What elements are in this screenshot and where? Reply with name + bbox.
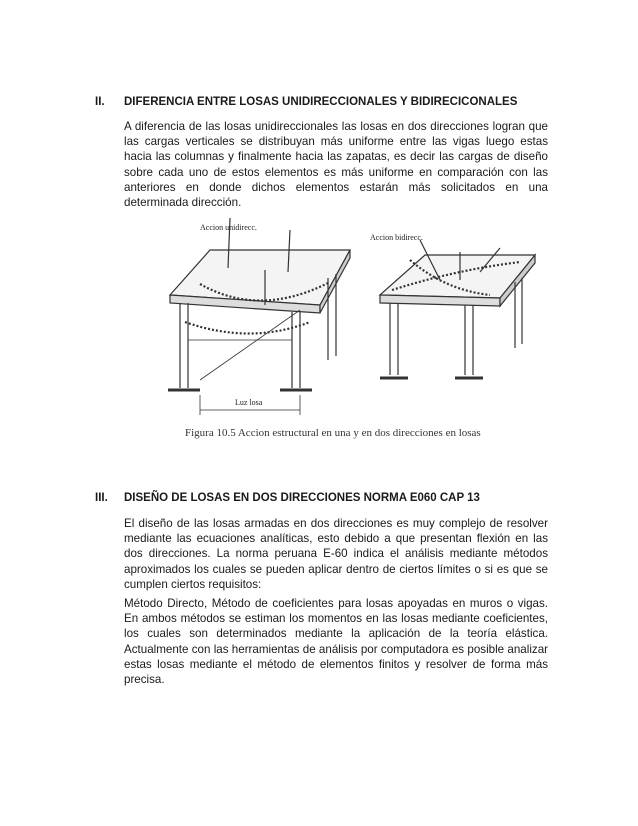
label-one-way-action: Accion unidirecc.: [200, 223, 257, 232]
figure-caption: Figura 10.5 Accion estructural en una y en dos direcciones en losas: [185, 427, 481, 439]
section-3-title: DISEÑO DE LOSAS EN DOS DIRECCIONES NORMA E060 CAP 13: [124, 492, 480, 504]
section-3-paragraph-2: Método Directo, Método de coeficientes para losas apoyadas en muros o vigas. En ambos métodos se estiman los momentos en las losas mediante coeficientes, los cuales son determinados mediante la aplicación de la teoría elástica. Actualmente con las herramientas de análisis por computadora es posible analizar estas losas mediante el método de elementos finitos y resolver de forma más precisa.: [124, 597, 548, 687]
section-2-paragraph: A diferencia de las losas unidireccionales las losas en dos direcciones logran que las cargas verticales se distribuyan más uniforme entre las vigas luego estas hacia las columnas y finalmente hacia las zapatas, es decir las cargas de diseño sobre cada uno de estos elementos es más uniforme en comparación con las anteriores en donde dichos elementos estarán más solicitados en una determinada dirección.: [124, 120, 548, 210]
label-span: Luz losa: [235, 398, 263, 407]
two-way-slab-drawing: [380, 240, 535, 378]
section-2-title: DIFERENCIA ENTRE LOSAS UNIDIRECCIONALES Y BIDIRECICONALES: [124, 96, 518, 108]
structural-action-figure: [160, 210, 560, 450]
one-way-slab-drawing: [168, 218, 350, 415]
section-2-number: II.: [95, 96, 105, 108]
label-two-way-action: Accion bidirecc.: [370, 233, 423, 242]
section-3-paragraph-1: El diseño de las losas armadas en dos direcciones es muy complejo de resolver mediante las ecuaciones analíticas, esto debido a que presentan flexión en las dos direcciones. La norma peruana E-60 indica el análisis mediante métodos aproximados los cuales se pueden aplicar dentro de ciertos límites o si es que se cumplen ciertos requisitos:: [124, 517, 548, 591]
section-3-number: III.: [95, 492, 108, 504]
